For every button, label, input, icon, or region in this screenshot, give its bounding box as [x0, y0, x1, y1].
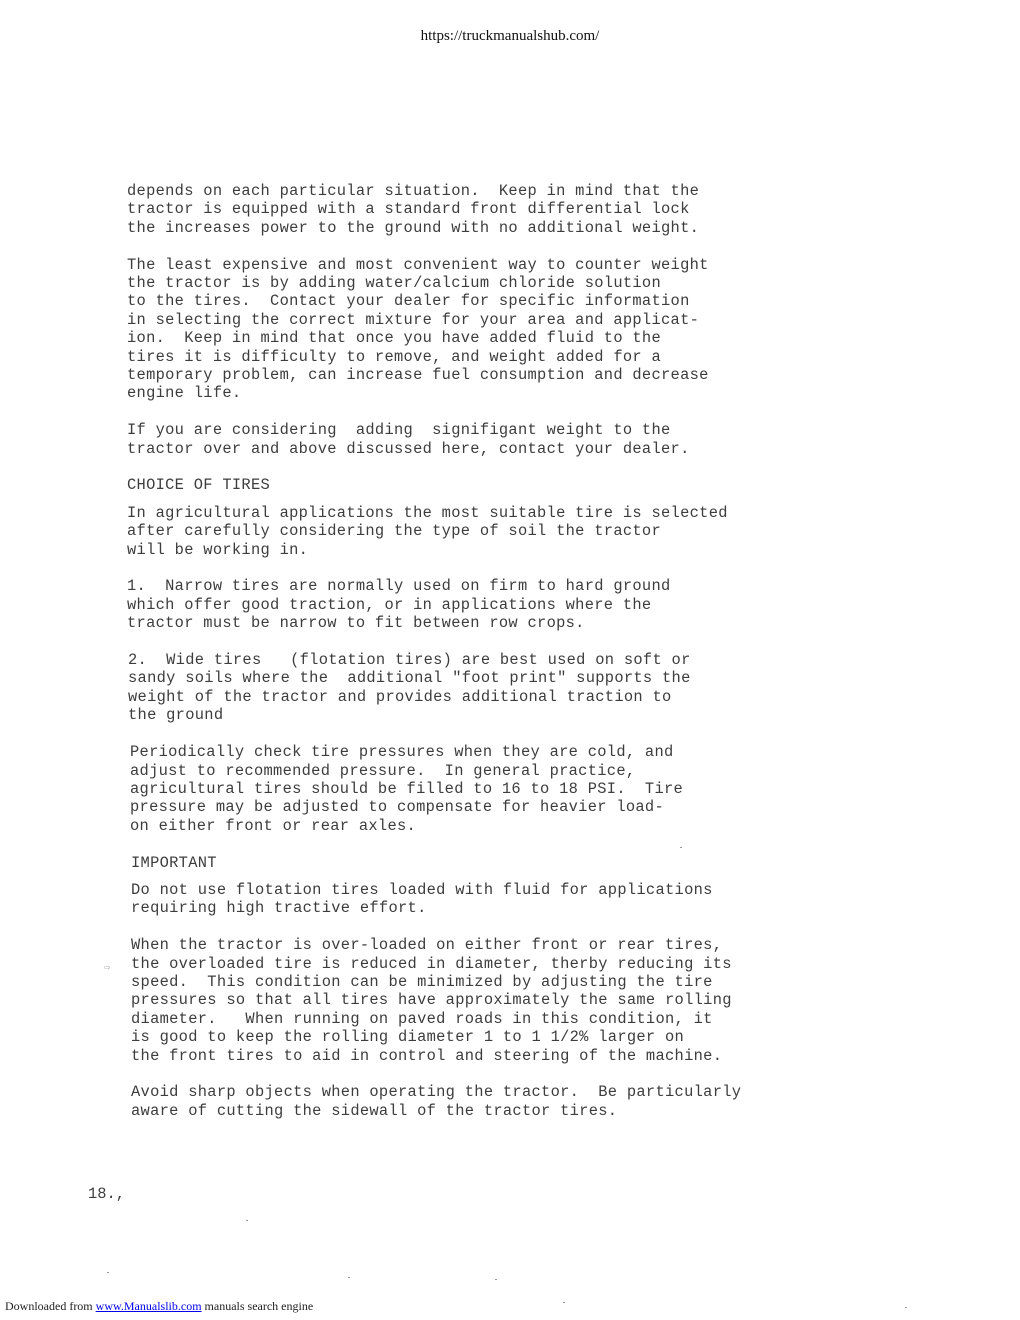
section-heading-choice-of-tires: CHOICE OF TIRES: [127, 476, 271, 495]
text-line: When the tractor is over-loaded on either front or rear tires,: [131, 936, 723, 955]
text-line: aware of cutting the sidewall of the tractor tires.: [131, 1101, 618, 1120]
paragraph-wide-tires: [128, 651, 867, 725]
text-line: after carefully considering the type of soil the tractor: [127, 522, 662, 541]
text-line: depends on each particular situation. Keep in mind that the: [127, 182, 700, 200]
text-line: Do not use flotation tires loaded with fluid for applications: [131, 880, 713, 899]
text-line: 1. Narrow tires are normally used on firm to hard ground: [127, 577, 671, 596]
text-line: will be working in.: [127, 540, 309, 559]
page-number: 18.,: [88, 1185, 125, 1203]
text-line: the tractor is by adding water/calcium chloride solution: [127, 274, 662, 293]
manual-body: [127, 182, 867, 1139]
manualslib-link[interactable]: www.Manualslib.com: [95, 1299, 202, 1313]
text-line: the increases power to the ground with no additional weight.: [127, 218, 700, 237]
paragraph-traction: [127, 182, 867, 237]
text-line: on either front or rear axles.: [130, 816, 417, 835]
text-line: adjust to recommended pressure. In general practice,: [130, 761, 636, 780]
text-line: In agricultural applications the most suitable tire is selected: [127, 503, 728, 522]
text-line: pressures so that all tires have approximately the same rolling: [131, 991, 732, 1010]
paragraph-agricultural: [127, 504, 867, 559]
scan-speck: [905, 1307, 907, 1308]
text-line: pressure may be adjusted to compensate for heavier load-: [130, 798, 665, 817]
text-line: the ground: [128, 706, 224, 725]
download-footer: [5, 1299, 313, 1314]
paragraph-tire-pressure: [130, 743, 867, 835]
scan-speck: [563, 1302, 565, 1303]
paragraph-flotation-warning: [131, 881, 867, 918]
text-line: engine life.: [127, 384, 242, 403]
paragraph-sharp-objects: [131, 1083, 867, 1120]
scan-speck: [680, 847, 682, 848]
scan-speck: [348, 1277, 350, 1278]
text-line: is good to keep the rolling diameter 1 to 1 1/2% larger on: [131, 1028, 685, 1047]
text-line: Avoid sharp objects when operating the tractor. Be particularly: [131, 1083, 742, 1102]
text-line: to the tires. Contact your dealer for specific information: [127, 292, 690, 311]
text-line: tractor must be narrow to fit between row crops.: [127, 614, 585, 633]
paragraph-narrow-tires: [127, 577, 867, 632]
text-line: Periodically check tire pressures when they are cold, and: [130, 743, 674, 762]
text-line: tires it is difficulty to remove, and weight added for a: [127, 347, 662, 366]
header-url: https://truckmanualshub.com/: [420, 28, 600, 44]
text-line: temporary problem, can increase fuel consumption and decrease: [127, 366, 709, 385]
text-line: weight of the tractor and provides additional traction to: [128, 687, 672, 706]
scan-speck: [246, 1220, 248, 1221]
paragraph-dealer: [127, 421, 867, 458]
text-line: in selecting the correct mixture for your area and applicat-: [127, 310, 700, 329]
text-line: If you are considering adding signifigant weight to the: [127, 421, 671, 440]
text-line: diameter. When running on paved roads in this condition, it: [131, 1009, 713, 1028]
footer-suffix: manuals search engine: [201, 1299, 314, 1313]
text-line: tractor is equipped with a standard front differential lock: [127, 200, 690, 219]
footer-prefix: Downloaded from: [5, 1299, 96, 1313]
text-line: which offer good traction, or in applications where the: [127, 595, 652, 614]
text-line: tractor over and above discussed here, contact your dealer.: [127, 439, 690, 458]
text-line: requiring high tractive effort.: [131, 899, 427, 918]
scan-speck: [495, 1279, 497, 1280]
text-line: speed. This condition can be minimized by adjusting the tire: [131, 972, 713, 991]
text-line: the overloaded tire is reduced in diameter, therby reducing its: [131, 954, 732, 973]
text-line: ion. Keep in mind that once you have added fluid to the: [127, 329, 662, 348]
text-line: 2. Wide tires (flotation tires) are best used on soft or: [128, 651, 691, 670]
scan-speck: [107, 1272, 109, 1273]
text-line: The least expensive and most convenient way to counter weight: [127, 255, 709, 274]
paragraph-counter-weight: [127, 256, 867, 403]
section-heading-important: IMPORTANT: [131, 853, 217, 872]
text-line: sandy soils where the additional "foot print" supports the: [128, 669, 691, 688]
scan-arrow-mark-icon: ⇨: [104, 963, 111, 972]
text-line: agricultural tires should be filled to 16 to 18 PSI. Tire: [130, 779, 684, 798]
paragraph-overload: [131, 936, 867, 1065]
text-line: the front tires to aid in control and steering of the machine.: [131, 1046, 723, 1065]
